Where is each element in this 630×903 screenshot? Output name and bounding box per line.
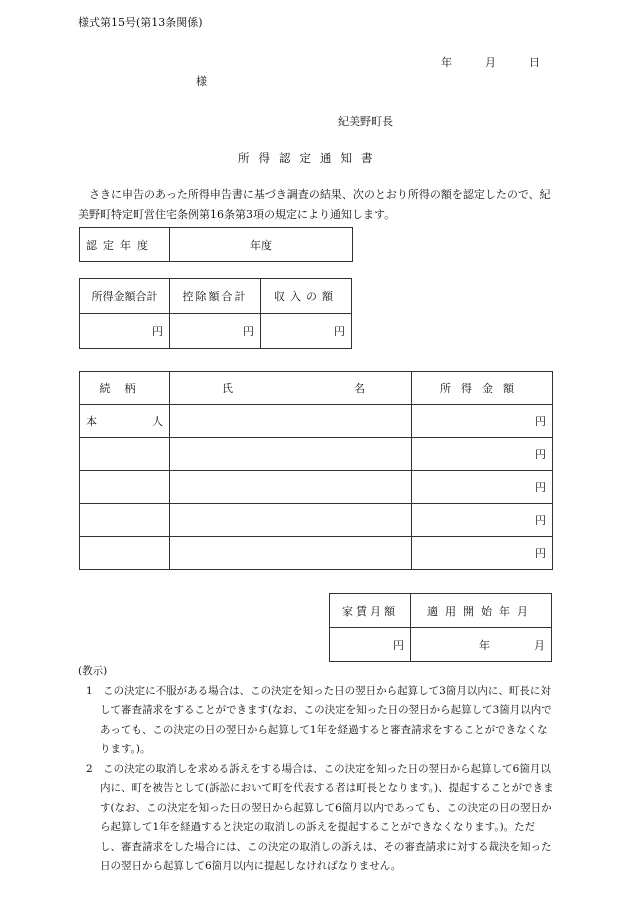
name-cell	[170, 537, 412, 570]
rent-header: 家賃月額	[330, 594, 411, 628]
income-summary-table	[79, 278, 352, 349]
name-cell	[170, 471, 412, 504]
certification-year-label: 認定年度	[80, 228, 170, 262]
intro-text: さきに申告のあった所得申告書に基づき調査の結果、次のとおり所得の額を認定したので、紀美野町特定町営住宅条例第16条第3項の規定により通知します。	[78, 188, 551, 221]
table-row	[80, 537, 553, 570]
name-cell	[170, 405, 412, 438]
notes-section	[78, 662, 556, 877]
certification-year-value: 年度	[170, 228, 353, 262]
start-month-unit: 月	[534, 638, 545, 652]
relation-cell	[80, 438, 170, 471]
revenue-cell: 円	[261, 314, 352, 349]
name-header-given: 名	[354, 382, 365, 395]
table-row	[80, 438, 553, 471]
income-header: 所得金額	[412, 372, 553, 405]
rent-cell: 円	[330, 628, 411, 662]
start-year-unit: 年	[479, 638, 490, 652]
income-cell: 円	[412, 504, 553, 537]
note-item: 2 この決定の取消しを求める訴えをする場合は、この決定を知った日の翌日から起算して6箇月以内に、町を被告として(訴訟において町を代表する者は町長となります。)、提起することができます(なお、この決定を知った日の翌日から起算して6箇月以内であっても、この決定の日の翌日から起算して1年を経過すると決定の取消しの訴えを提起することができなくなります。)。ただし、審査請求をした場合には、この決定の取消しの訴えは、その審査請求に対する裁決を知った日の翌日から起算して6箇月以内に提起しなければなりません。	[86, 762, 554, 872]
start-month-cell	[411, 628, 552, 662]
relation-cell	[80, 405, 170, 438]
table-row	[80, 504, 553, 537]
date-month: 月	[485, 56, 496, 69]
table-row	[80, 471, 553, 504]
total-deduction-header: 控除額合計	[170, 279, 261, 314]
total-income-cell: 円	[80, 314, 170, 349]
relation-left: 本	[86, 415, 97, 428]
form-number: 様式第15号(第13条関係)	[78, 16, 203, 29]
name-cell	[170, 438, 412, 471]
total-deduction-cell: 円	[170, 314, 261, 349]
name-cell	[170, 504, 412, 537]
date-day: 日	[529, 56, 540, 69]
name-header-family: 氏	[222, 382, 233, 395]
relation-cell	[80, 504, 170, 537]
relation-right: 人	[152, 415, 163, 428]
certification-year-table	[79, 227, 353, 262]
name-header	[170, 372, 412, 405]
relation-cell	[80, 471, 170, 504]
date-year: 年	[441, 56, 452, 69]
relation-header: 続柄	[80, 372, 170, 405]
revenue-header: 収入の額	[261, 279, 352, 314]
income-cell: 円	[412, 471, 553, 504]
start-month-header: 適用開始年月	[411, 594, 552, 628]
rent-table	[329, 593, 552, 662]
family-income-table	[79, 371, 553, 570]
document-title: 所得認定通知書	[238, 151, 382, 165]
income-cell: 円	[412, 405, 553, 438]
note-item: 1 この決定に不服がある場合は、この決定を知った日の翌日から起算して3箇月以内に、町長に対して審査請求をすることができます(なお、この決定を知った日の翌日から起算して3箇月以内であっても、この決定の日の翌日から起算して1年を経過すると審査請求をすることができなくなります。)。	[86, 684, 552, 755]
notes-title: (教示)	[78, 665, 108, 677]
table-row	[80, 405, 553, 438]
income-cell: 円	[412, 537, 553, 570]
sender-name: 紀美野町長	[338, 115, 393, 128]
date-line	[441, 54, 540, 70]
relation-cell	[80, 537, 170, 570]
addressee-suffix: 様	[196, 75, 207, 88]
total-income-header: 所得金額合計	[80, 279, 170, 314]
income-cell: 円	[412, 438, 553, 471]
